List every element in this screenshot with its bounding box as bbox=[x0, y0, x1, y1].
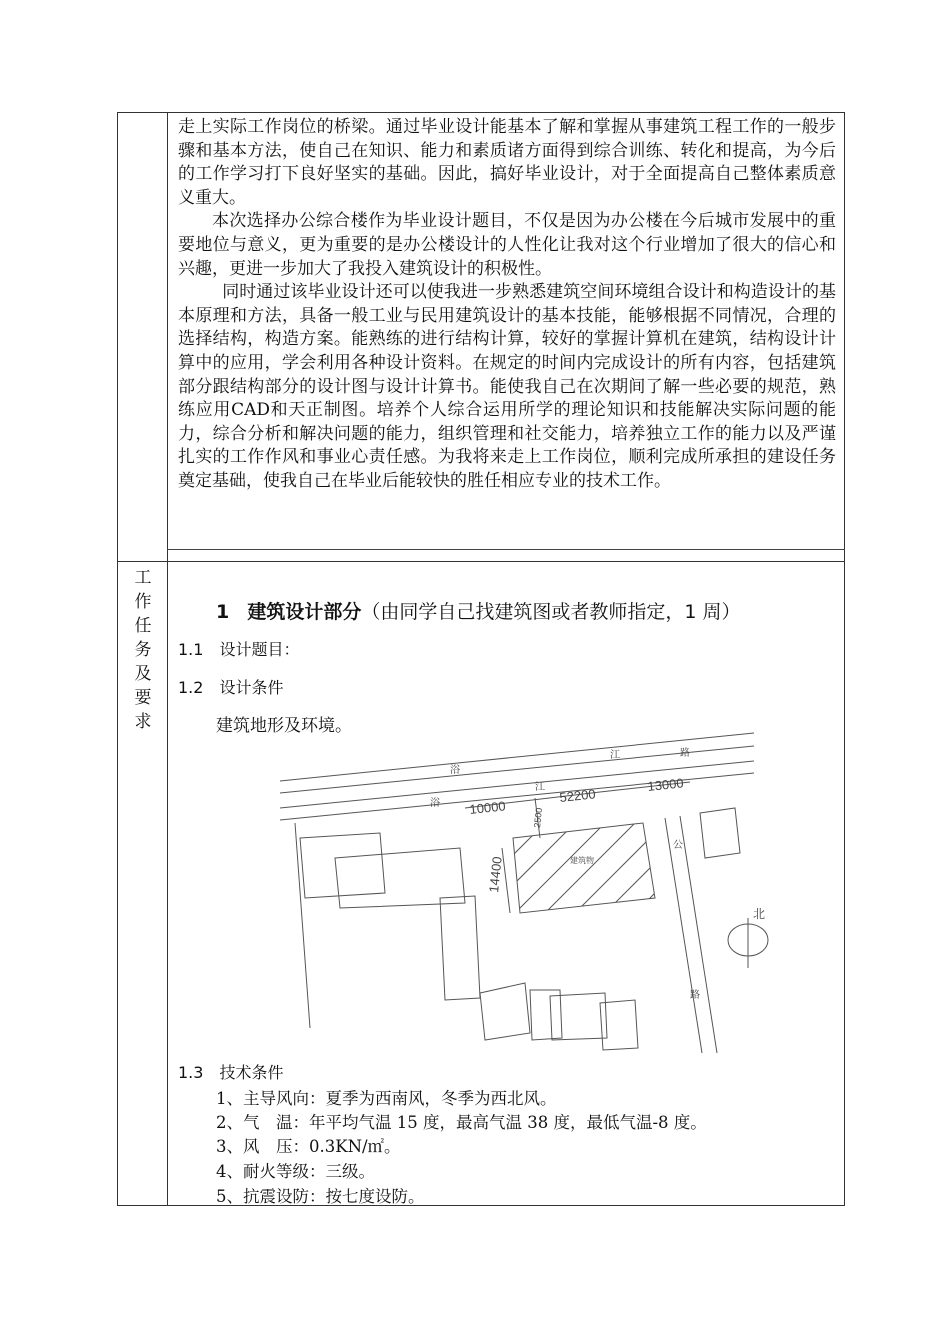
neighbor-building bbox=[480, 983, 530, 1040]
building-label: 建筑物 bbox=[570, 856, 594, 865]
dimension-label: 52200 bbox=[558, 786, 597, 805]
section-number: 1 bbox=[216, 601, 230, 623]
neighbor-building bbox=[440, 896, 480, 1000]
subsection-1-2: 1.2 设计条件 bbox=[178, 678, 284, 697]
neighbor-building bbox=[530, 990, 562, 1040]
north-label: 北 bbox=[753, 907, 766, 921]
road-label: 公 bbox=[673, 840, 683, 851]
condition-temperature: 2、气 温：年平均气温 15 度，最高气温 38 度，最低气温-8 度。 bbox=[216, 1113, 707, 1132]
road-edge-line bbox=[295, 823, 310, 1028]
label-char: 及 bbox=[134, 664, 152, 684]
section-note: （由同学自己找建筑图或者教师指定，1 周） bbox=[361, 601, 741, 623]
dimension-label: 2500 bbox=[532, 807, 545, 829]
condition-wind-pressure: 3、风 压：0.3KN/㎡。 bbox=[216, 1137, 401, 1156]
intro-text bbox=[178, 116, 836, 494]
label-char: 求 bbox=[134, 712, 152, 732]
dimension-label: 13000 bbox=[646, 775, 685, 794]
subsection-1-1: 1.1 设计题目： bbox=[178, 640, 300, 659]
subsection-1-3: 1.3 技术条件 bbox=[178, 1063, 284, 1082]
label-char: 要 bbox=[134, 688, 152, 708]
condition-wind: 1、主导风向：夏季为西南风，冬季为西北风。 bbox=[216, 1089, 557, 1108]
site-plan-drawing bbox=[270, 728, 790, 1058]
section-title: 建筑设计部分 bbox=[247, 601, 362, 623]
intro-paragraph-3: 同时通过该毕业设计还可以使我进一步熟悉建筑空间环境组合设计和构造设计的基本原理和方法，具备一般工业与民用建筑设计的基本技能，能够根据不同情况，合理的选择结构，构造方案。能熟练的进行结构计算，较好的掌握计算机在建筑，结构设计计算中的应用，学会利用各种设计资料。在规定的时间内完成设计的所有内容，包括建筑部分跟结构部分的设计图与设计计算书。能使我自己在次期间了解一些必要的规范，熟练应用CAD和天正制图。培养个人综合运用所学的理论知识和技能解决实际问题的能力，综合分析和解决问题的能力，组织管理和社交能力，培养独立工作的能力以及严谨扎实的工作作风和事业心责任感。为我将来走上工作岗位，顺利完成所承担的建设任务奠定基础，使我自己在毕业后能较快的胜任相应专业的技术工作。 bbox=[178, 282, 836, 491]
road-label: 江 bbox=[610, 750, 620, 761]
dimension-label: 14400 bbox=[486, 855, 505, 894]
row-divider-inner bbox=[167, 549, 845, 550]
dimension-label: 10000 bbox=[468, 798, 507, 817]
section-heading bbox=[216, 597, 741, 624]
column-divider bbox=[167, 112, 168, 1206]
label-char: 作 bbox=[134, 592, 152, 612]
road-label: 路 bbox=[690, 990, 700, 1001]
label-char: 工 bbox=[134, 568, 152, 588]
environment-caption: 建筑地形及环境。 bbox=[216, 716, 352, 736]
condition-fire-rating: 4、耐火等级：三级。 bbox=[216, 1162, 375, 1181]
road-label: 浴 bbox=[430, 798, 440, 809]
neighbor-building bbox=[335, 848, 465, 908]
condition-seismic: 5、抗震设防：按七度设防。 bbox=[216, 1187, 425, 1206]
label-char: 任 bbox=[134, 616, 152, 636]
neighbor-building bbox=[300, 833, 385, 898]
neighbor-building bbox=[700, 808, 740, 858]
road-label: 江 bbox=[535, 782, 545, 793]
road-label: 路 bbox=[680, 748, 690, 759]
road-edge-line bbox=[680, 816, 717, 1053]
neighbor-building bbox=[550, 993, 607, 1040]
row-divider bbox=[117, 561, 845, 562]
row-label-work-tasks bbox=[130, 566, 156, 734]
label-char: 务 bbox=[134, 640, 152, 660]
road-label: 浴 bbox=[450, 765, 460, 776]
building-site-outline bbox=[513, 823, 655, 913]
intro-paragraph-2: 本次选择办公综合楼作为毕业设计题目，不仅是因为办公楼在今后城市发展中的重要地位与意义，更为重要的是办公楼设计的人性化让我对这个行业增加了很大的信心和兴趣，更进一步加大了我投入建筑设计的积极性。 bbox=[178, 211, 836, 279]
road-edge-line bbox=[665, 818, 702, 1053]
intro-paragraph-1: 走上实际工作岗位的桥梁。通过毕业设计能基本了解和掌握从事建筑工程工作的一般步骤和基本方法，使自己在知识、能力和素质诸方面得到综合训练、转化和提高，为今后的工作学习打下良好坚实的基础。因此，搞好毕业设计，对于全面提高自己整体素质意义重大。 bbox=[178, 117, 836, 208]
